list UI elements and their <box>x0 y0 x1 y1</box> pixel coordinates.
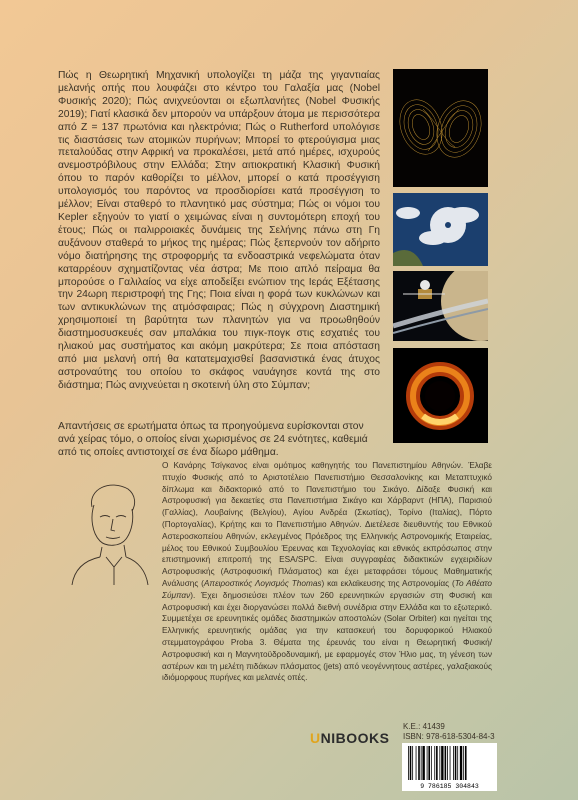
bio-italic-title-1: Απειροστικός Λογισμός Thomas <box>203 578 322 588</box>
barcode <box>402 743 497 791</box>
barcode-number: 9 786185 304843 <box>420 783 479 790</box>
hurricane-satellite-image <box>393 193 488 266</box>
bio-text-part3: ). Έχει δημοσιεύσει πλέον των 260 ερευνητικών εργασιών στη Φυσική και Αστροφυσική και έχει διοργανώσει πολλά διεθνή συνέδρια στην Ελλάδα και το εξωτερικό. Συμμετέχει σε ερευνητικές ομάδες διαστημικών αποστολών (Solar Orbiter) και ηγείται της Ελληνικής ερευνητικής ομάδας για την κατασκευή του δορυφορικού Ηλιακού στεμματογράφου Proba 3. Θέματα της έρευνάς του είναι η Θεωρητική Φυσική/Αστροφυσική και η Μαγνητοϋδροδυναμική, με εφαρμογές στον Ήλιο μας, τη γένεση των αστέρων και τη μελέτη πιδάκων πλάσματος (jets) από νεογέννητους αστέρες, γαλαξιακούς ιδιόμορφους πυρήνες και μελανές οπές. <box>162 590 492 683</box>
bio-italic-title-2: Το Αθέατο Σύμπαν <box>162 578 492 600</box>
ks-code: Κ.Ε.: 41439 <box>403 722 445 731</box>
lorenz-attractor-image <box>393 69 488 187</box>
author-bio <box>162 460 492 684</box>
back-cover-questions: Πώς η Θεωρητική Μηχανική υπολογίζει τη μάζα της γιγαντιαίας μελανής οπής που λουφάζει στο κέντρο του Γαλαξία μας (Nobel Φυσικής 2020); Πώς ανιχνεύονται οι εξωπλανήτες (Nobel Φυσικής 2019); Γιατί κλασικά δεν μπορούν να υπάρξουν άτομα με περισσότερα από Z = 137 πρωτόνια και ηλεκτρόνια; Πώς ο Rutherford υπολόγισε τις διαστάσεις των ατομικών πυρήνων; Μπορεί το φτερούγισμα μιας πεταλούδας στην Αφρική να προκαλέσει, μετά από ημέρες, ισχυρούς ανεμοστρόβιλους στην Ελλάδα; Στην αιτιοκρατική Κλασική Φυσική όπου το παρόν καθορίζει το μέλλον, μπορεί ο κατά προσέγγιση υπολογισμός του παρόντος να προσδιορίσει κατά προσέγγιση το μέλλον; Είναι σταθερό το πλανητικό μας σύστημα; Πώς οι νόμοι του Kepler εξηγούν το γιατί ο χειμώνας είναι η συντομότερη εποχή του έτους; Πώς οι παλιρροιακές δυνάμεις της Σελήνης πάνω στη Γη αυξάνουν σταθερά το μήκος της ημέρας; Πώς ξεπερνούν τον αδήριτο νόμο διατήρησης της στροφορμής τα ενδοαστρικά νεφελώματα όταν καταρρέουν σχηματίζοντας νέα άστρα; Με ποιο απλό πείραμα θα μπορούσε ο Γαλιλαίος να είχε αποδείξει ενώπιον της Ιεράς Εξέτασης την 24ωρη περιστροφή της Γης; Ποια είναι η φορά των κυκλώνων και των αντικυκλώνων της ατμόσφαιρας; Πώς η σύγχρονη Διαστημική χρησιμοποιεί τη βαρύτητα των πλανητών για να προωθηθούν διαστημοσυσκευές σαν μπαλάκια του πιγκ-πογκ στις εσχατιές του ηλιακού μας συστήματος και ακόμη μακρύτερα; Σε ποια απόσταση από μια μελανή οπή θα κατατεμαχισθεί βασανιστικά ένας άτυχος αστροναύτης του οποίου το σκάφος ναυάγησε κοντά της στο διάστημα; Πώς ανιχνεύεται η σκοτεινή ύλη στο Σύμπαν; <box>58 70 380 391</box>
black-hole-image <box>393 348 488 443</box>
publisher-logo-u: U <box>310 730 321 746</box>
barcode-bars <box>406 746 493 780</box>
publisher-logo <box>310 730 389 746</box>
saturn-spacecraft-image <box>393 271 488 341</box>
isbn-block <box>403 722 495 741</box>
publisher-logo-text: NIBOOKS <box>320 730 390 746</box>
intro-paragraph: Απαντήσεις σε ερωτήματα όπως τα προηγούμενα ευρίσκονται στον ανά χείρας τόμο, ο οποίος είναι χωρισμένος σε 24 ενότητες, καθεμιά από τις οποίες αντιστοιχεί σε ένα δίωρο μάθημα. <box>58 421 368 458</box>
author-portrait-sketch <box>70 475 150 585</box>
bio-text-part1: Ο Κανάρης Τσίγκανος είναι ομότιμος καθηγητής του Πανεπιστημίου Αθηνών. Έλαβε πτυχίο Φυσικής από το Αριστοτέλειο Πανεπιστήμιο Θεσσαλονίκης και Μεταπτυχικό δίπλωμα και διδακτορικό από το Πανεπιστήμιο του Σικάγο. Δίδαξε Φυσική και Αστροφυσική για δεκαετίες στα Πανεπιστήμια Σικάγο και Χάρβαρντ (ΗΠΑ), Παρισιού (Γαλλίας), Λουβαίνης (Βελγίου), Αγίου Ανδρέα (Σκωτίας), Τορίνο (Ιταλίας), Πόρτο (Πορτογαλίας), Κρήτης και το Πανεπιστήμιο Αθηνών. Διετέλεσε διευθυντής του Εθνικού Αστεροσκοπείου Αθηνών, εκλεγμένος Πρόεδρος της Ελληνικής Αστρονομικής Εταιρείας, μέλος του Εθνικού Συμβουλίου Έρευνας και Τεχνολογίας και εθνικός εκπρόσωπος στην επιστημονική επιτροπή της ESA/SPC. Είναι συγγραφέας διδακτικών εγχειριδίων Αστροφυσικής (Αστροφυσική Πλάσματος) και έχει μεταφράσει τόμους Μαθηματικής Ανάλυσης ( <box>162 461 492 588</box>
isbn: ISBN: 978-618-5304-84-3 <box>403 731 495 741</box>
bio-text-part2: ) και εκλαϊκευσης της Αστρονομίας ( <box>321 578 455 588</box>
